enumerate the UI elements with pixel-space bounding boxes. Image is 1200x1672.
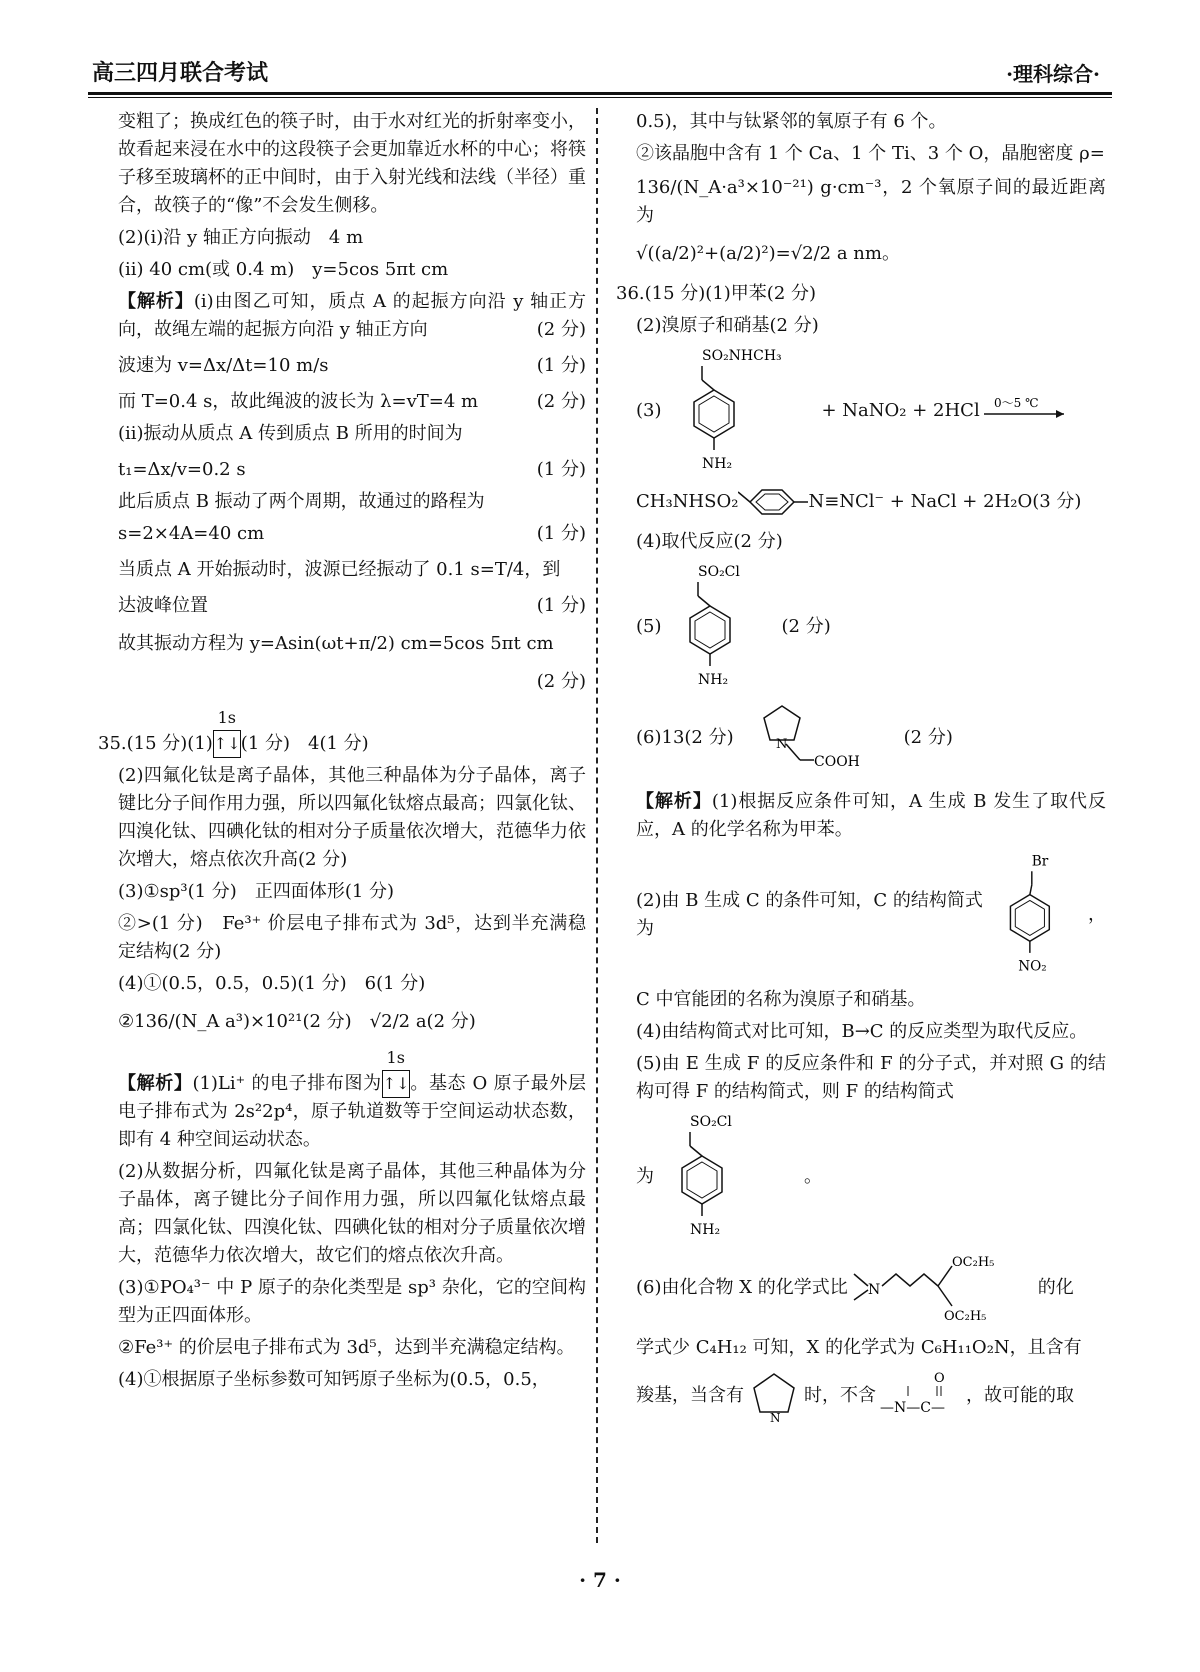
analysis-tag: 【解析】 xyxy=(636,791,712,812)
text-line: ②>(1 分) Fe³⁺ 价层电子排布式为 3d⁵，达到半充满稳定结构(2 分) xyxy=(118,913,586,962)
reactants: + NaNO₂ + 2HCl xyxy=(821,400,980,421)
orbital-box xyxy=(382,1048,410,1098)
text-line: (5)由 E 生成 F 的反应条件和 F 的分子式，并对照 G 的结构可得 F 的结构简式，则 F 的结构简式 xyxy=(636,1053,1106,1102)
svg-text:N: N xyxy=(770,1411,781,1424)
text-line: 0.5)，其中与钛紧邻的氧原子有 6 个。 xyxy=(636,111,947,132)
header-subject: ·理科综合· xyxy=(1006,62,1100,86)
equation: 波速为 v=Δx/Δt=10 m/s xyxy=(118,355,329,376)
score-mark: (1 分) xyxy=(536,459,586,480)
answer-5-structure xyxy=(636,562,1106,692)
score-mark: (2 分) xyxy=(536,319,586,340)
analysis-5-structure xyxy=(636,1112,1106,1242)
orbital-box xyxy=(213,708,241,758)
equation-row xyxy=(118,520,586,548)
analysis-6-line-2 xyxy=(636,1368,1106,1424)
bromomethyl-nitrobenzene xyxy=(991,850,1078,980)
amine-label: NH₂ xyxy=(690,1222,721,1238)
text-line: ②Fe³⁺ 的价层电子排布式为 3d⁵，达到半充满稳定结构。 xyxy=(118,1337,575,1358)
equation: √((a/2)²+(a/2)²)=√2/2 a nm。 xyxy=(636,243,900,264)
header-rule-thin xyxy=(88,97,1112,98)
spin-arrows: ↑↓ xyxy=(382,1074,410,1093)
text-line: (2)(i)沿 y 轴正方向振动 4 m xyxy=(118,227,364,248)
reaction-3 xyxy=(636,346,1106,476)
text-line: ②136/(N_A a³)×10²¹(2 分) √2/2 a(2 分) xyxy=(118,1011,476,1032)
equation-row xyxy=(118,592,586,620)
reaction-condition: 0～5 ℃ xyxy=(993,396,1039,410)
text-line: (6)由化合物 X 的化学式比 xyxy=(636,1277,848,1298)
text-line: (1)根据反应条件可知，A 生成 B 发生了取代反应，A 的化学名称为甲苯。 xyxy=(636,791,1107,840)
score-mark: (2 分) xyxy=(536,391,586,412)
text-line: 时，不含 xyxy=(804,1385,876,1406)
text-line: 达波峰位置 xyxy=(118,595,208,616)
item-label: (5) xyxy=(636,616,662,637)
amine-label: NH₂ xyxy=(697,672,728,688)
reaction-3-product xyxy=(636,482,1106,522)
score-mark: (1 分) xyxy=(536,355,586,376)
text-line: (4)①根据原子坐标参数可知钙原子坐标为(0.5，0.5， xyxy=(118,1369,550,1390)
text-line: (3)①sp³(1 分) 正四面体形(1 分) xyxy=(118,881,395,902)
analysis-paragraph xyxy=(118,1048,587,1154)
benzene-ring-horizontal xyxy=(738,482,808,522)
punctuation: 。 xyxy=(804,1166,822,1187)
left-column xyxy=(98,108,587,1398)
score-mark: (2 分) xyxy=(903,727,953,748)
text-line: (1 分) 4(1 分) xyxy=(240,733,369,754)
benzene-ring-structure xyxy=(662,346,782,476)
text-line: 学式少 C₄H₁₂ 可知，X 的化学式为 C₆H₁₁O₂N，且含有 xyxy=(636,1337,1082,1358)
question-number: 35.(15 分)(1) xyxy=(98,733,213,754)
question-36-line: 36.(15 分)(1)甲苯(2 分) xyxy=(616,283,817,304)
page-number: · 7 · xyxy=(579,1568,621,1592)
item-label: (6)13(2 分) xyxy=(636,727,734,748)
text-line: ，故可能的取 xyxy=(966,1385,1074,1406)
nitro-label: NO₂ xyxy=(1017,958,1047,975)
reaction-arrow xyxy=(980,396,1070,426)
text-line: (4)取代反应(2 分) xyxy=(636,531,783,552)
carboxyl-label: COOH xyxy=(813,754,860,770)
svg-text:N: N xyxy=(775,737,787,752)
text-line: (ii)振动从质点 A 传到质点 B 所用的时间为 xyxy=(118,423,463,444)
analysis-6-line xyxy=(636,1248,1106,1328)
text-line: 。基态 O 原子最外层电子排布式为 2s²2p⁴，原子轨道数等于空间运动状态数，即有 4 种空间运动状态。 xyxy=(118,1073,587,1150)
text-line: (i)由图乙可知，质点 A 的起振方向沿 y 轴正方向，故绳左端的起振方向沿 y 轴正方向 xyxy=(118,291,587,340)
oxygen-label: O xyxy=(934,1371,945,1386)
text-line: (2)由 B 生成 C 的条件可知，C 的结构简式为 xyxy=(636,890,983,939)
text-line: 当质点 A 开始振动时，波源已经振动了 0.1 s=T/4，到 xyxy=(118,559,561,580)
text-line: (4)由结构简式对比可知，B→C 的反应类型为取代反应。 xyxy=(636,1021,1088,1042)
spin-arrows: ↑↓ xyxy=(213,734,241,753)
pyrrolidine-acetic-acid xyxy=(734,698,884,778)
orbital-label: 1s xyxy=(386,1048,405,1067)
acetal-amine-structure xyxy=(848,1248,1018,1328)
text-line: 的化 xyxy=(1037,1277,1074,1298)
analysis-paragraph xyxy=(118,288,586,344)
text-line: (4)①(0.5，0.5，0.5)(1 分) 6(1 分) xyxy=(118,973,426,994)
amide-group xyxy=(876,1368,966,1424)
equation-row xyxy=(118,668,586,696)
text-line: (1)Li⁺ 的电子排布图为 xyxy=(192,1073,382,1094)
equation: 而 T=0.4 s，故此绳波的波长为 λ=vT=4 m xyxy=(118,391,479,412)
amide-formula: —N—C— xyxy=(880,1400,945,1416)
equation-row xyxy=(118,456,586,484)
analysis-paragraph xyxy=(636,788,1106,844)
text-line: 为 xyxy=(636,1166,654,1187)
item-label: (3) xyxy=(636,400,662,421)
substituent-label: SO₂Cl xyxy=(697,564,740,580)
answer-6-structure xyxy=(636,698,1106,778)
punctuation: ， xyxy=(1088,904,1106,925)
equation: 故其振动方程为 y=Asin(ωt+π/2) cm=5cos 5πt cm xyxy=(118,633,554,654)
analysis-tag: 【解析】 xyxy=(118,291,194,312)
text-line: (2)从数据分析，四氟化钛是离子晶体，其他三种晶体为分子晶体，离子键比分子间作用力强，所以四氟化钛熔点最高；四氯化钛、四溴化钛、四碘化钛的相对分子质量依次增大，范德华力依次增大，故它们的熔点依次升高。 xyxy=(118,1161,586,1266)
analysis-2-line xyxy=(636,850,1106,980)
amine-label: NH₂ xyxy=(701,456,732,472)
text-line: 变粗了；换成红色的筷子时，由于水对红光的折射率变小，故看起来浸在水中的这段筷子会更加靠近水杯的中心；将筷子移至玻璃杯的正中间时，由于入射光线和法线（半径）重合，故筷子的“像”不会发生侧移。 xyxy=(118,111,586,216)
score-mark: (1 分) xyxy=(536,595,586,616)
right-column xyxy=(616,108,1107,1430)
header-title: 高三四月联合考试 xyxy=(92,60,269,86)
nitrogen-label: N xyxy=(867,1282,881,1298)
ethoxy-label: OC₂H₅ xyxy=(943,1309,987,1324)
substituent-label: SO₂Cl xyxy=(690,1114,732,1130)
pyrrolidine-ring xyxy=(744,1368,804,1424)
bromo-label: Br xyxy=(1031,853,1048,870)
equation: t₁=Δx/v=0.2 s xyxy=(118,459,246,480)
analysis-tag: 【解析】 xyxy=(118,1073,193,1094)
text-line: 羧基，当含有 xyxy=(636,1385,744,1406)
question-35-line xyxy=(98,708,586,758)
equation: s=2×4A=40 cm xyxy=(118,523,265,544)
benzene-ring-structure xyxy=(662,562,772,692)
ethoxy-label: OC₂H₅ xyxy=(951,1255,995,1270)
text-line: ②该晶胞中含有 1 个 Ca、1 个 Ti、3 个 O，晶胞密度 ρ= xyxy=(636,143,1105,164)
substituent-label: SO₂NHCH₃ xyxy=(701,348,782,364)
column-divider xyxy=(596,108,598,1543)
text-line: (3)①PO₄³⁻ 中 P 原子的杂化类型是 sp³ 杂化，它的空间构型为正四面体形。 xyxy=(118,1277,586,1326)
product-right: N≡NCl⁻ + NaCl + 2H₂O(3 分) xyxy=(808,491,1082,512)
text-line: 136/(N_A·a³×10⁻²¹) g·cm⁻³，2 个氧原子间的最近距离为 xyxy=(636,177,1106,226)
score-mark: (2 分) xyxy=(536,671,586,692)
score-mark: (2 分) xyxy=(781,616,831,637)
header-rule xyxy=(88,92,1112,95)
equation-row xyxy=(118,352,586,380)
text-line: C 中官能团的名称为溴原子和硝基。 xyxy=(636,989,926,1010)
text-line: (ii) 40 cm(或 0.4 m) y=5cos 5πt cm xyxy=(118,259,449,280)
score-mark: (1 分) xyxy=(536,523,586,544)
orbital-label: 1s xyxy=(217,708,236,727)
text-line: 此后质点 B 振动了两个周期，故通过的路程为 xyxy=(118,491,485,512)
equation-row xyxy=(118,388,586,416)
benzene-ring-structure xyxy=(654,1112,764,1242)
text-line: (2)溴原子和硝基(2 分) xyxy=(636,315,819,336)
text-line: (2)四氟化钛是离子晶体，其他三种晶体为分子晶体，离子键比分子间作用力强，所以四氟化钛熔点最高；四氯化钛、四溴化钛、四碘化钛的相对分子质量依次增大，范德华力依次增大，熔点依次升高(2 分) xyxy=(118,765,586,870)
product-left: CH₃NHSO₂ xyxy=(636,491,739,512)
